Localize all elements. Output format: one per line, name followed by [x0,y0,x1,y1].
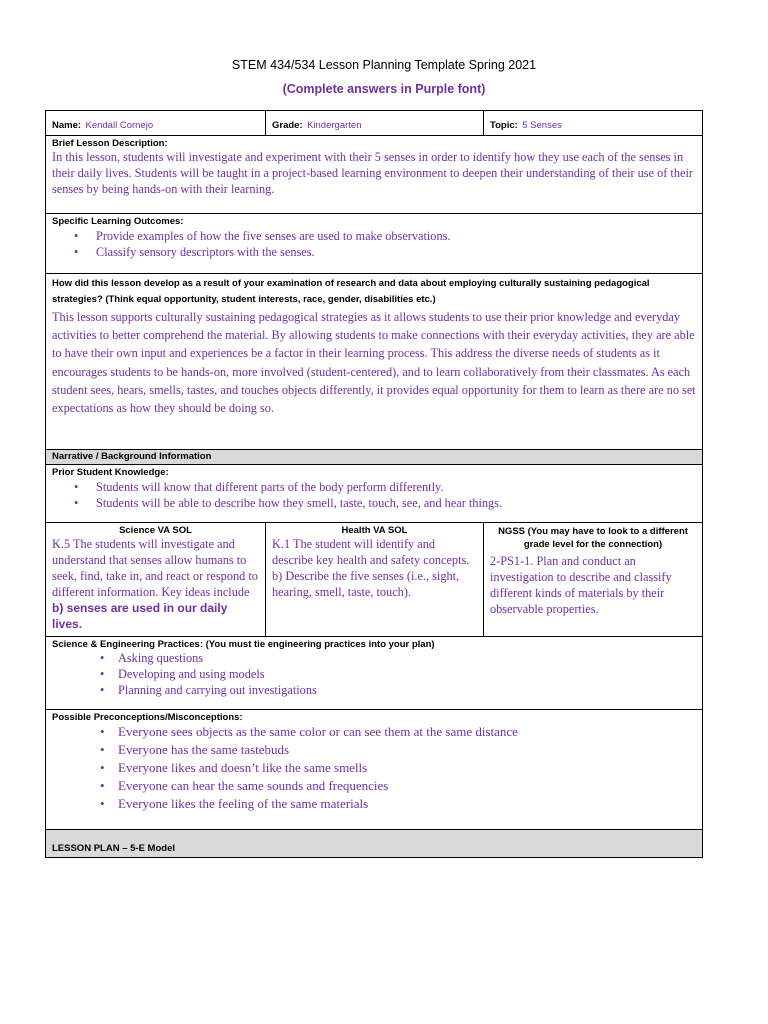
prior-list [52,479,696,511]
practices-cell [46,637,703,710]
bullet-icon: • [74,480,79,494]
topic-value: 5 Senses [522,120,562,131]
narrative-row [46,450,703,465]
brief-text: In this lesson, students will investigate and experiment with their 5 senses in order to identify how they use each of the senses in their daily lives. Students will be taught in a project-based learning environment to deepen their understanding of their use of their senses by being hands-on with their learning. [52,150,693,196]
list-item: • Everyone can hear the same sounds and frequencies [100,778,389,793]
bullet-icon: • [100,667,105,681]
culture-cell [46,274,703,450]
health-sol-text-1: K.1 The student will identify and describe key health and safety concepts. [272,537,470,567]
topic-label: Topic: [490,120,518,131]
practices-label: Science & Engineering Practices: (You must tie engineering practices into your plan) [52,639,435,650]
sol-row [46,523,703,637]
bullet-icon: • [100,796,105,811]
lesson-plan-row [46,830,703,858]
health-sol-text-2: b) Describe the five senses (i.e., sight, hearing, smell, taste, touch). [272,569,460,599]
bullet-icon: • [100,778,105,793]
list-item: • Classify sensory descriptors with the senses. [74,245,315,259]
culture-text: This lesson supports culturally sustaining pedagogical strategies as it allows students to use their prior knowledge and everyday activities to better comprehend the material. By allowing students to make connections with their everyday activities, they are able to have their own input and experiences be a factor in their learning process. This address the diverse needs of students as it encourages students to be hands-on, more involved (student-centered), and to learn collaboratively from their classmates. As each student sees, hears, smells, tastes, and touches objects differently, it provides equal opportunity for them to learn as there are no set expectations as how they should be doing so. [52,310,696,416]
culture-label: How did this lesson develop as a result of your examination of research and data about employing culturally sustaining pedagogical strategies? (Think equal opportunity, student interests, race, gender, disabilities etc.) [52,278,650,305]
misconceptions-list [52,723,696,813]
bullet-icon: • [100,651,105,665]
list-item: • Provide examples of how the five senses are used to make observations. [74,229,451,243]
science-sol-bold: b) senses are used in our daily lives. [52,601,228,631]
topic-cell [484,111,703,136]
science-sol-text: K.5 The students will investigate and understand that senses allow humans to seek, find, take in, and react or respond to different information. Key ideas include [52,537,258,599]
health-sol-cell [266,523,484,637]
prior-cell [46,465,703,523]
list-item: • Students will know that different parts of the body perform differently. [74,480,444,494]
brief-cell [46,136,703,214]
misconceptions-row [46,710,703,830]
lesson-plan-cell [46,830,703,858]
list-item: • Everyone sees objects as the same color or can see them at the same distance [100,724,518,739]
bullet-icon: • [100,683,105,697]
name-label: Name: [52,120,82,131]
ngss-heading: NGSS (You may have to look to a different grade level for the connection) [498,526,688,550]
name-value: Kendall Cornejo [85,120,154,131]
culture-row [46,274,703,450]
bullet-icon: • [100,742,105,757]
outcomes-label: Specific Learning Outcomes: [52,216,184,227]
bullet-icon: • [100,760,105,775]
narrative-cell [46,450,703,465]
bullet-icon: • [100,724,105,739]
misconceptions-label: Possible Preconceptions/Misconceptions: [52,712,243,723]
prior-row [46,465,703,523]
practices-list [52,650,696,698]
grade-label: Grade: [272,120,303,131]
bullet-icon: • [74,496,79,510]
misconceptions-cell [46,710,703,830]
grade-value: Kindergarten [307,120,362,131]
science-sol-heading: Science VA SOL [119,525,192,536]
lesson-plan-table [45,110,703,858]
document-title: STEM 434/534 Lesson Planning Template Spring 2021 [231,58,537,72]
bullet-icon: • [74,229,79,243]
list-item: • Students will be able to describe how they smell, taste, touch, see, and hear things. [74,496,503,510]
health-sol-heading: Health VA SOL [341,525,408,536]
ngss-text: 2-PS1-1. Plan and conduct an investigation to describe and classify different kinds of materials by their observable properties. [490,554,672,616]
list-item: • Everyone has the same tastebuds [100,742,290,757]
prior-label: Prior Student Knowledge: [52,467,169,478]
list-item: • Everyone likes the feeling of the same materials [100,796,369,811]
name-cell [46,111,266,136]
outcomes-row [46,214,703,274]
document-subtitle: (Complete answers in Purple font) [282,82,486,96]
outcomes-list [52,228,696,260]
list-item: • Developing and using models [100,667,265,681]
practices-row [46,637,703,710]
list-item: • Planning and carrying out investigations [100,683,317,697]
list-item: • Asking questions [100,651,204,665]
outcomes-cell [46,214,703,274]
list-item: • Everyone likes and doesn’t like the same smells [100,760,368,775]
ngss-cell [484,523,703,637]
brief-row [46,136,703,214]
narrative-label: Narrative / Background Information [52,451,212,462]
lesson-plan-label: LESSON PLAN – 5-E Model [52,843,175,854]
grade-cell [266,111,484,136]
culture-label-note: (Think equal opportunity, student interests, race, gender, disabilities etc.) [105,294,436,305]
science-sol-cell [46,523,266,637]
brief-label: Brief Lesson Description: [52,138,168,149]
info-row [46,111,703,136]
bullet-icon: • [74,245,79,259]
